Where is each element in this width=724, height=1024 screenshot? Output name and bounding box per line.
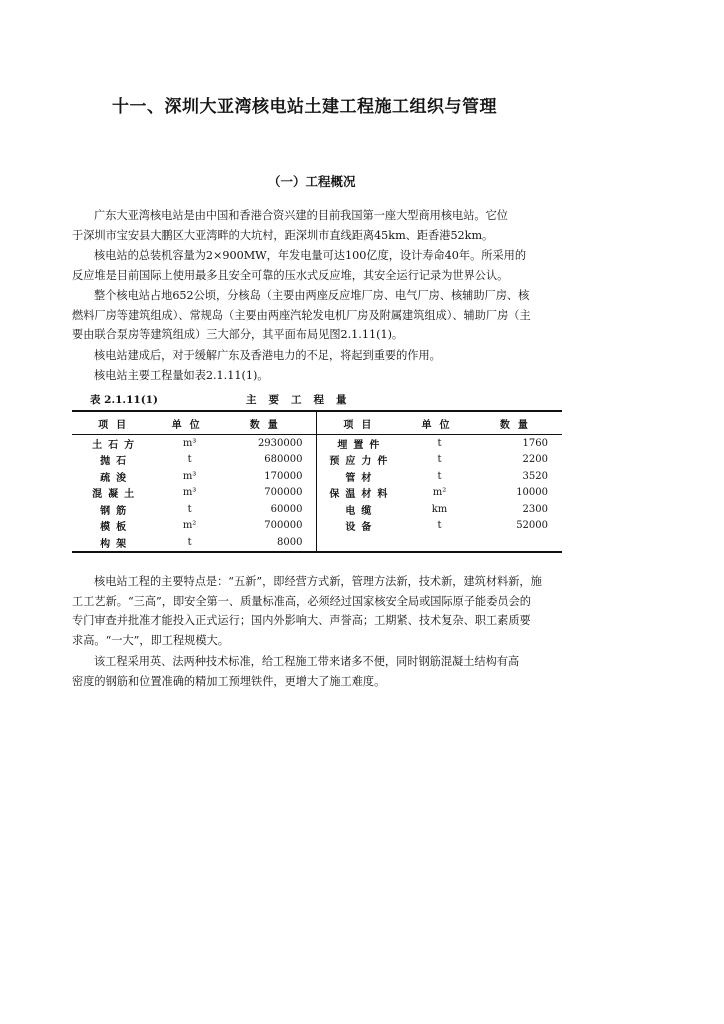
cell-item: 构架 bbox=[100, 538, 133, 550]
paragraph-6 bbox=[72, 572, 668, 650]
cell-unit: t bbox=[187, 536, 192, 548]
paragraph-line: 核电站主要工程量如表2.1.11(1)。 bbox=[94, 369, 269, 382]
cell-item: 保温材料 bbox=[329, 489, 394, 501]
cell-item: 电缆 bbox=[345, 505, 378, 517]
cell-item: 混凝土 bbox=[92, 489, 141, 501]
cell-item: 抛石 bbox=[100, 456, 133, 468]
cell-unit: m² bbox=[182, 520, 197, 532]
header-quantity: 数量 bbox=[474, 411, 562, 435]
paragraph-line: 专门审查并批准才能投入正式运行；国内外影响大、声誉高；工期紧、技术复杂、职工素质要 bbox=[72, 614, 531, 627]
cell-quantity: 8000 bbox=[219, 534, 317, 552]
table-header-row bbox=[72, 411, 562, 435]
cell-quantity: 3520 bbox=[522, 470, 548, 482]
paragraph-1 bbox=[72, 206, 668, 245]
cell-item: 钢筋 bbox=[100, 505, 133, 517]
cell-item: 疏浚 bbox=[100, 472, 133, 484]
cell-quantity: 700000 bbox=[219, 485, 317, 502]
cell-unit: t bbox=[437, 470, 442, 482]
cell-item: 预应力件 bbox=[329, 456, 394, 468]
cell-quantity: 2930000 bbox=[219, 435, 317, 452]
header-unit: 单位 bbox=[405, 411, 474, 435]
paragraph-line: 整个核电站占地652公顷，分核岛（主要由两座反应堆厂房、电气厂房、核辅助厂房、核 bbox=[94, 289, 530, 302]
cell-unit: t bbox=[187, 503, 192, 515]
table-caption: 表 2.1.11(1) bbox=[90, 394, 158, 406]
cell-quantity: 2300 bbox=[522, 503, 548, 515]
paragraph-line: 燃料厂房等建筑组成）、常规岛（主要由两座汽轮发电机厂房及附属建筑组成）、辅助厂房（主 bbox=[72, 308, 531, 322]
section-heading: （一）工程概况 bbox=[268, 174, 356, 189]
cell-unit: t bbox=[187, 454, 192, 466]
cell-quantity: 60000 bbox=[219, 501, 317, 518]
paragraph-3 bbox=[72, 286, 668, 345]
cell-item: 土石方 bbox=[92, 439, 141, 451]
quantities-table bbox=[72, 410, 562, 553]
table-row bbox=[72, 452, 562, 469]
cell-unit bbox=[405, 534, 474, 552]
table-row bbox=[72, 485, 562, 502]
paragraph-line: 广东大亚湾核电站是由中国和香港合资兴建的目前我国第一座大型商用核电站。它位 bbox=[94, 209, 508, 222]
cell-unit: t bbox=[437, 520, 442, 532]
paragraph-line: 工工艺新。“三高”，即安全第一、质量标准高，必须经过国家核安全局或国际原子能委员会的 bbox=[72, 594, 531, 608]
cell-item: 设备 bbox=[345, 522, 378, 534]
table-row bbox=[72, 501, 562, 518]
cell-quantity: 680000 bbox=[219, 452, 317, 469]
cell-unit: m³ bbox=[182, 470, 197, 482]
cell-quantity: 700000 bbox=[219, 518, 317, 535]
table-row bbox=[72, 468, 562, 485]
paragraph-line: 要由联合泵房等建筑组成）三大部分，其平面布局见图2.1.11(1)。 bbox=[72, 328, 404, 341]
cell-quantity: 170000 bbox=[219, 468, 317, 485]
paragraph-line: 于深圳市宝安县大鹏区大亚湾畔的大坑村，距深圳市直线距离45km、距香港52km。 bbox=[72, 228, 494, 242]
cell-unit: m³ bbox=[182, 487, 197, 499]
cell-quantity bbox=[474, 534, 562, 552]
cell-unit: m³ bbox=[182, 437, 197, 449]
table-row bbox=[72, 518, 562, 535]
cell-quantity: 1760 bbox=[522, 437, 548, 449]
header-unit: 单位 bbox=[160, 411, 219, 435]
paragraph-line: 核电站工程的主要特点是：“五新”，即经营方式新，管理方法新，技术新，建筑材料新，施 bbox=[94, 575, 542, 588]
table-row bbox=[72, 435, 562, 452]
cell-unit: m² bbox=[432, 487, 447, 499]
header-quantity: 数量 bbox=[219, 411, 317, 435]
table-title: 主要工程量 bbox=[246, 394, 359, 406]
cell-item: 模板 bbox=[100, 522, 133, 534]
paragraph-2 bbox=[72, 246, 668, 285]
paragraph-5 bbox=[72, 366, 668, 386]
page-title: 十一、深圳大亚湾核电站土建工程施工组织与管理 bbox=[112, 97, 497, 117]
cell-quantity: 52000 bbox=[516, 520, 548, 532]
cell-unit: t bbox=[437, 437, 442, 449]
paragraph-line: 反应堆是目前国际上使用最多且安全可靠的压水式反应堆，其安全运行记录为世界公认。 bbox=[72, 268, 509, 282]
header-item: 项目 bbox=[72, 411, 160, 435]
paragraph-line: 密度的钢筋和位置准确的精加工预埋铁件，更增大了施工难度。 bbox=[72, 674, 386, 688]
cell-item: 管材 bbox=[345, 472, 378, 484]
paragraph-line: 核电站的总装机容量为2×900MW，年发电量可达100亿度，设计寿命40年。所采用的 bbox=[94, 249, 527, 262]
paragraph-line: 核电站建成后，对于缓解广东及香港电力的不足，将起到重要的作用。 bbox=[94, 349, 441, 362]
cell-unit: km bbox=[431, 503, 448, 515]
header-item: 项目 bbox=[317, 411, 405, 435]
paragraph-4 bbox=[72, 346, 668, 366]
paragraph-line: 该工程采用英、法两种技术标准，给工程施工带来诸多不便，同时钢筋混凝土结构有高 bbox=[94, 655, 520, 668]
cell-quantity: 2200 bbox=[522, 454, 548, 466]
cell-item: 埋置件 bbox=[337, 439, 386, 451]
cell-item bbox=[317, 534, 405, 552]
cell-unit: t bbox=[437, 454, 442, 466]
table-row bbox=[72, 534, 562, 552]
cell-quantity: 10000 bbox=[516, 487, 548, 499]
paragraph-7 bbox=[72, 652, 668, 691]
paragraph-line: 求高。“一大”，即工程规模大。 bbox=[72, 633, 229, 647]
